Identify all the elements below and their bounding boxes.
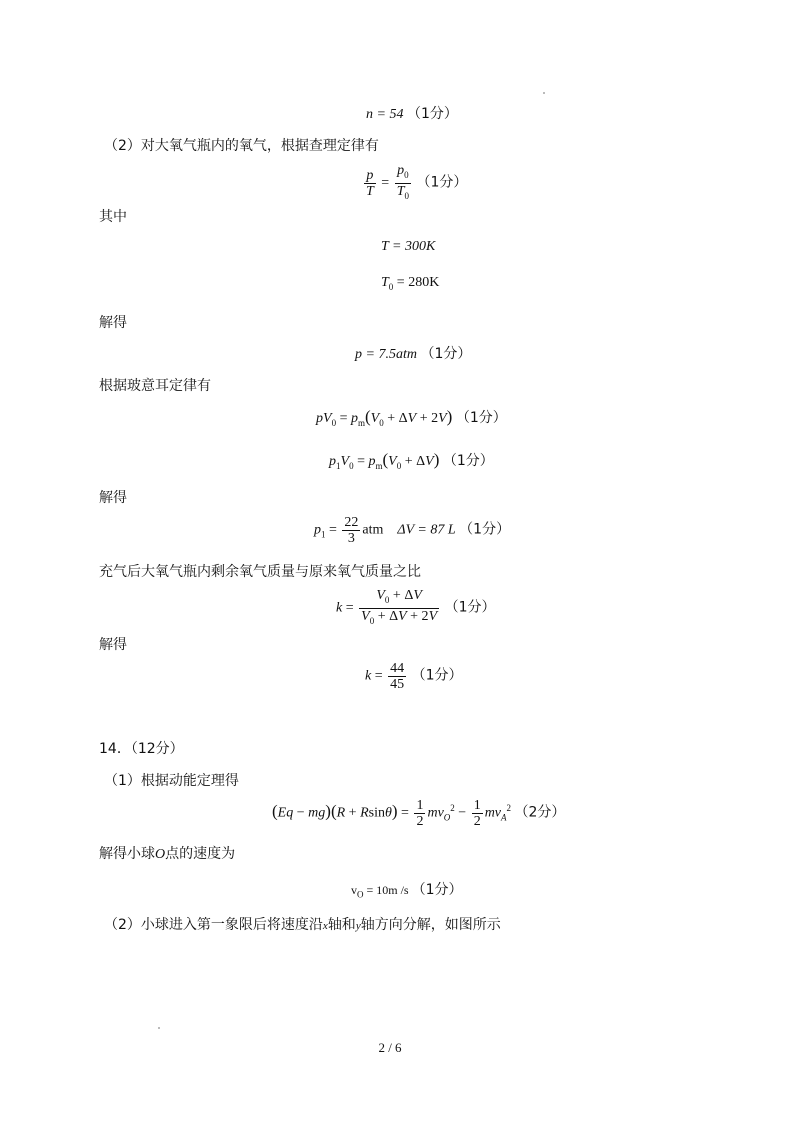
equation-n [366,103,458,123]
score-mark: （1分） [444,599,496,616]
fraction: $\frac{1}{2}$ [416,798,424,829]
text-line: 解得小球O点的速度为 [99,846,236,862]
eq-text: ΔV = 87 L [397,522,456,538]
equation-k-ratio: k = $\frac{V_0 + \Delta V}{V_0 + \Delta V + 2V}$ （1分） [336,588,496,629]
score-mark: （1分） [411,667,463,684]
equation-p [355,343,471,363]
text-line: 解得 [99,490,127,506]
scan-speck [158,1027,160,1029]
text-line: 解得 [99,637,127,653]
text-line: 充气后大氧气瓶内剩余氧气质量与原来氧气质量之比 [99,564,421,580]
fraction: $\frac{1}{2}$ [473,798,481,829]
fraction: $\frac{V_0 + \Delta V}{V_0 + \Delta V + 2V}$ [359,588,439,629]
score-mark: （1分） [406,106,458,122]
eq-text: p = 7.5atm [355,347,417,362]
score-mark: （2分） [514,804,566,821]
text-line: （2）小球进入第一象限后将速度沿x轴和y轴方向分解，如图所示 [104,917,501,933]
text-line: 根据玻意耳定律有 [99,378,211,394]
fraction: $\frac{p}{T}$ [366,167,374,199]
score-mark: （1分） [416,174,468,191]
score-mark: （1分） [455,410,507,426]
score-mark: （1分） [420,346,472,362]
score-mark: （1分） [442,453,494,469]
fraction: $\frac{p_0}{T_0}$ [395,163,411,204]
text-line: （2）对大氧气瓶内的氧气，根据查理定律有 [104,138,379,154]
equation-boyle-2: $p_1V_0 = p_m(V_0 + \Delta V)$ （1分） [329,450,494,471]
equation-T0: $T_0 = 280K$ [381,275,440,292]
eq-text: = 280K [396,275,440,290]
score-mark: （1分） [411,882,463,898]
equation-vO: $v_O = 10m$ /s （1分） [351,882,463,900]
eq-text: = 10m /s [366,883,409,897]
equation-work-energy: (Eq − mg)(R + Rsinθ) = $\frac{1}{2}$ $mv_O^2$ − $\frac{1}{2}$ $mv_A^2$ （2分） [272,798,566,829]
equation-charles: $\frac{p}{T}$ = $\frac{p_0}{T_0}$ （1分） [362,163,467,204]
text-line: 解得 [99,315,127,331]
equation-k-result: k = $\frac{44}{45}$ （1分） [365,661,463,692]
text-line: 其中 [99,209,127,225]
scan-speck [543,92,545,94]
eq-text: n = 54 [366,107,404,122]
text-line: （1）根据动能定理得 [104,773,239,789]
equation-boyle-1: $pV_0 = p_m(V_0 + \Delta V + 2V)$ （1分） [316,407,507,428]
score-mark: （1分） [459,521,511,538]
unit: atm [362,522,384,538]
equation-T: T = 300K [381,239,436,254]
question-heading: 14．（12分） [99,741,184,757]
page-number: 2 / 6 [378,1040,402,1055]
equation-p1: $p_1$ = $\frac{22}{3}$ atm ΔV = 87 L （1分） [314,515,511,546]
fraction: $\frac{44}{45}$ [390,661,405,692]
fraction: $\frac{22}{3}$ [344,515,359,546]
